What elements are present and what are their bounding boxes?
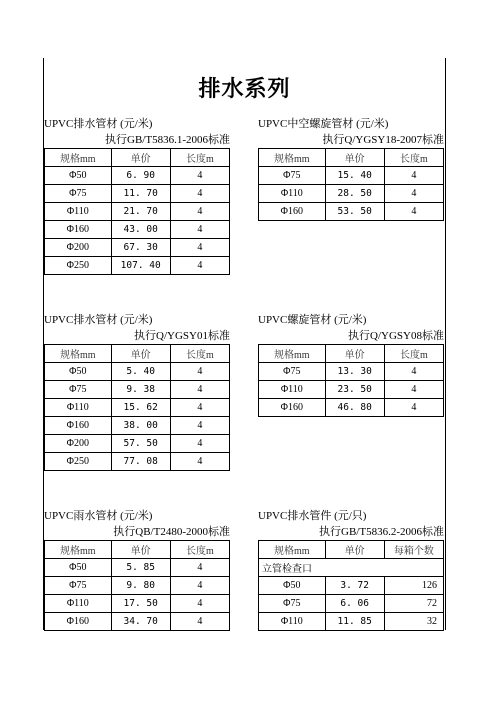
column-header-price: 单价 xyxy=(111,149,170,167)
cell-price: 77. 08 xyxy=(111,453,170,471)
table-row xyxy=(45,453,230,471)
cell-spec: Φ75 xyxy=(259,595,326,613)
column-header-length: 长度m xyxy=(170,149,229,167)
table-row xyxy=(259,613,444,631)
section-standard: 执行Q/YGSY08标准 xyxy=(348,330,444,342)
table-row xyxy=(259,577,444,595)
table-row xyxy=(45,595,230,613)
cell-qty: 4 xyxy=(384,399,443,417)
table-row xyxy=(45,417,230,435)
cell-qty: 4 xyxy=(170,221,229,239)
table-row xyxy=(259,185,444,203)
cell-price: 53. 50 xyxy=(325,203,384,221)
table-row xyxy=(45,203,230,221)
column-header-spec: 规格mm xyxy=(45,149,112,167)
section-drain-pipe-gb xyxy=(44,116,230,275)
section-title: UPVC排水管件 (元/只) xyxy=(258,510,367,522)
cell-spec: Φ160 xyxy=(259,399,326,417)
cell-qty: 4 xyxy=(170,399,229,417)
cell-qty: 4 xyxy=(170,363,229,381)
section-title: UPVC雨水管材 (元/米) xyxy=(44,510,153,522)
cell-price: 17. 50 xyxy=(111,595,170,613)
price-table xyxy=(258,540,444,631)
cell-qty: 4 xyxy=(384,167,443,185)
price-table xyxy=(258,344,444,417)
cell-price: 67. 30 xyxy=(111,239,170,257)
cell-price: 28. 50 xyxy=(325,185,384,203)
cell-price: 6. 06 xyxy=(325,595,384,613)
cell-price: 107. 40 xyxy=(111,257,170,275)
cell-price: 11. 70 xyxy=(111,185,170,203)
column-header-spec: 规格mm xyxy=(259,541,326,559)
table-group-row xyxy=(259,559,444,577)
cell-spec: Φ50 xyxy=(45,363,112,381)
cell-qty: 4 xyxy=(384,381,443,399)
section-hollow-spiral-pipe xyxy=(258,116,444,221)
cell-spec: Φ75 xyxy=(45,577,112,595)
section-standard: 执行QB/T2480-2000标准 xyxy=(113,526,230,538)
cell-spec: Φ50 xyxy=(45,167,112,185)
column-header-price: 单价 xyxy=(325,541,384,559)
cell-spec: Φ75 xyxy=(45,185,112,203)
column-header-price: 单价 xyxy=(325,345,384,363)
cell-qty: 4 xyxy=(170,577,229,595)
cell-spec: Φ50 xyxy=(259,577,326,595)
section-standard: 执行GB/T5836.2-2006标准 xyxy=(319,526,444,538)
cell-price: 46. 80 xyxy=(325,399,384,417)
table-row xyxy=(259,399,444,417)
table-row xyxy=(45,435,230,453)
price-sheet xyxy=(43,58,446,630)
cell-price: 15. 62 xyxy=(111,399,170,417)
section-title: UPVC螺旋管材 (元/米) xyxy=(258,314,367,326)
cell-spec: Φ110 xyxy=(45,595,112,613)
cell-qty: 126 xyxy=(384,577,443,595)
column-header-length: 长度m xyxy=(384,345,443,363)
cell-spec: Φ75 xyxy=(259,167,326,185)
table-header-row xyxy=(259,541,444,559)
column-header-spec: 规格mm xyxy=(259,345,326,363)
price-table xyxy=(258,148,444,221)
table-row xyxy=(259,203,444,221)
cell-spec: Φ110 xyxy=(45,399,112,417)
cell-qty: 4 xyxy=(170,613,229,631)
section-standard: 执行Q/YGSY01标准 xyxy=(134,330,230,342)
section-title: UPVC排水管材 (元/米) xyxy=(44,314,153,326)
column-header-length: 长度m xyxy=(384,149,443,167)
cell-qty: 4 xyxy=(384,185,443,203)
cell-price: 34. 70 xyxy=(111,613,170,631)
cell-qty: 4 xyxy=(170,239,229,257)
cell-qty: 4 xyxy=(170,453,229,471)
cell-qty: 4 xyxy=(170,559,229,577)
cell-price: 23. 50 xyxy=(325,381,384,399)
cell-price: 15. 40 xyxy=(325,167,384,185)
section-standard: 执行GB/T5836.1-2006标准 xyxy=(105,134,230,146)
table-header-row xyxy=(45,345,230,363)
table-header-row xyxy=(259,149,444,167)
section-rainwater-pipe xyxy=(44,508,230,631)
cell-spec: Φ250 xyxy=(45,453,112,471)
cell-spec: Φ110 xyxy=(259,185,326,203)
cell-price: 13. 30 xyxy=(325,363,384,381)
cell-spec: Φ160 xyxy=(45,613,112,631)
column-header-price: 单价 xyxy=(325,149,384,167)
price-table xyxy=(44,344,230,471)
cell-qty: 4 xyxy=(170,381,229,399)
cell-spec: Φ110 xyxy=(45,203,112,221)
cell-price: 5. 85 xyxy=(111,559,170,577)
table-row xyxy=(45,167,230,185)
cell-spec: Φ50 xyxy=(45,559,112,577)
column-header-length: 长度m xyxy=(170,541,229,559)
table-row xyxy=(259,381,444,399)
cell-qty: 4 xyxy=(170,417,229,435)
section-title: UPVC中空螺旋管材 (元/米) xyxy=(258,118,389,130)
section-standard: 执行Q/YGSY18-2007标准 xyxy=(322,134,444,146)
column-header-price: 单价 xyxy=(111,345,170,363)
table-row xyxy=(45,363,230,381)
table-row xyxy=(45,613,230,631)
cell-qty: 4 xyxy=(170,185,229,203)
table-row xyxy=(259,595,444,613)
table-row xyxy=(259,167,444,185)
cell-price: 9. 38 xyxy=(111,381,170,399)
cell-spec: Φ110 xyxy=(259,381,326,399)
cell-spec: Φ160 xyxy=(259,203,326,221)
table-row xyxy=(45,239,230,257)
column-header-spec: 规格mm xyxy=(45,541,112,559)
cell-spec: Φ160 xyxy=(45,221,112,239)
cell-price: 38. 00 xyxy=(111,417,170,435)
cell-spec: Φ250 xyxy=(45,257,112,275)
cell-qty: 4 xyxy=(384,363,443,381)
group-label: 立管检查口 xyxy=(259,559,444,577)
cell-qty: 4 xyxy=(170,435,229,453)
cell-price: 3. 72 xyxy=(325,577,384,595)
table-row xyxy=(45,577,230,595)
table-row xyxy=(259,363,444,381)
section-spiral-pipe xyxy=(258,312,444,417)
cell-price: 21. 70 xyxy=(111,203,170,221)
table-header-row xyxy=(45,541,230,559)
cell-qty: 4 xyxy=(170,203,229,221)
table-row xyxy=(45,185,230,203)
page-title: 排水系列 xyxy=(198,77,291,102)
cell-price: 9. 80 xyxy=(111,577,170,595)
cell-qty: 4 xyxy=(170,257,229,275)
cell-qty: 4 xyxy=(384,203,443,221)
cell-spec: Φ110 xyxy=(259,613,326,631)
price-table xyxy=(44,148,230,275)
cell-qty: 4 xyxy=(170,167,229,185)
cell-qty: 72 xyxy=(384,595,443,613)
table-row xyxy=(45,399,230,417)
cell-spec: Φ75 xyxy=(259,363,326,381)
table-header-row xyxy=(259,345,444,363)
cell-price: 43. 00 xyxy=(111,221,170,239)
table-row xyxy=(45,381,230,399)
table-row xyxy=(45,257,230,275)
column-header-box-qty: 每箱个数 xyxy=(384,541,443,559)
table-row xyxy=(45,559,230,577)
table-row xyxy=(45,221,230,239)
cell-qty: 32 xyxy=(384,613,443,631)
section-title: UPVC排水管材 (元/米) xyxy=(44,118,153,130)
price-table xyxy=(44,540,230,631)
column-header-spec: 规格mm xyxy=(45,345,112,363)
cell-price: 11. 85 xyxy=(325,613,384,631)
cell-spec: Φ200 xyxy=(45,435,112,453)
section-drain-pipe-qygsy01 xyxy=(44,312,230,471)
column-header-length: 长度m xyxy=(170,345,229,363)
section-drain-fittings xyxy=(258,508,444,631)
cell-spec: Φ160 xyxy=(45,417,112,435)
cell-price: 6. 90 xyxy=(111,167,170,185)
table-header-row xyxy=(45,149,230,167)
cell-price: 5. 40 xyxy=(111,363,170,381)
cell-price: 57. 50 xyxy=(111,435,170,453)
column-header-spec: 规格mm xyxy=(259,149,326,167)
cell-spec: Φ200 xyxy=(45,239,112,257)
cell-qty: 4 xyxy=(170,595,229,613)
cell-spec: Φ75 xyxy=(45,381,112,399)
column-header-price: 单价 xyxy=(111,541,170,559)
